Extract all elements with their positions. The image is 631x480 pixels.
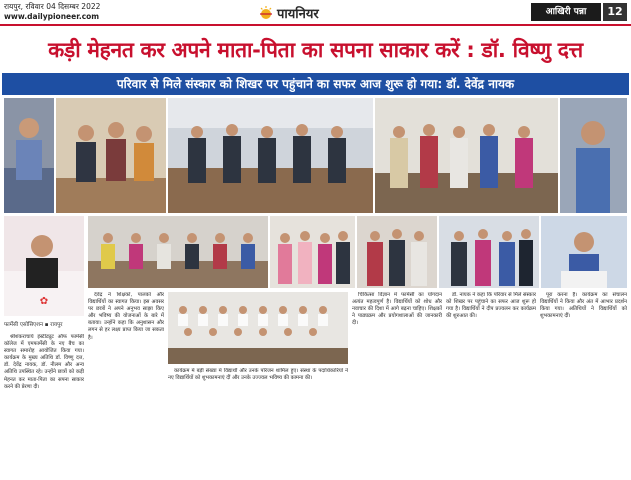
photo-women-group (270, 216, 355, 288)
photo-group-women (375, 98, 558, 213)
photo-lamp-lighting (56, 98, 166, 213)
article-col-3-text: कार्यक्रम में बड़ी संख्या में विद्यार्थी और उनके परिजन शामिल हुए। संस्था के पदाधिकारियों ने नए विद्यार्थियों को शुभकामनाएं दीं और उनके उज्ज्वल भविष्य की कामना की। (168, 368, 348, 382)
article-col-1-text: श्रीशंकराचार्य इंस्टीट्यूट ऑफ फार्मेसी कॉलेज में एमफार्मेसी के नए बैच का स्वागत समारोह आयोजित किया गया। कार्यक्रम के मुख्य अतिथि डॉ. विष्णु दत्त, डॉ. देवेंद्र नायक, डॉ. नीलम और अन्य अतिथि उपस्थित रहे। उन्होंने छात्रों को कड़ी मेहनत कर माता-पिता का सपना साकार करने की प्रेरणा दी। (4, 334, 84, 390)
article-col-4 (352, 292, 442, 478)
masthead-left (4, 2, 100, 22)
headline: कड़ी मेहनत कर अपने माता-पिता का सपना साकार करें : डॉ. विष्णु दत्त (48, 38, 583, 62)
logo-text: पायनियर (277, 7, 319, 22)
photo-award-handover (439, 216, 539, 288)
photo-felicitation (357, 216, 437, 288)
article-col-3 (168, 368, 348, 478)
article-col-6 (540, 292, 627, 478)
photo-speaker-left (4, 98, 54, 213)
article-col-2 (88, 292, 164, 478)
photo-speaker-right (560, 98, 627, 213)
article-col-6-text: पूरा करना है। कार्यक्रम का संचालन विद्यार्थियों ने किया और अंत में आभार प्रदर्शन किया गया। अतिथियों ने विद्यार्थियों को शुभकामनाएं दीं। (540, 292, 627, 320)
photo-audience-seated (168, 292, 348, 364)
photo-woman-speaker (4, 216, 84, 316)
photo-audience-standing (168, 98, 373, 213)
photo-elder-speaker (541, 216, 627, 288)
page-label: आखिरी पन्ना (531, 3, 601, 21)
masthead (0, 0, 631, 26)
svg-text:✿: ✿ (39, 296, 49, 307)
photo-seated-guests (88, 216, 268, 288)
photo-caption: फार्मेसी एसोसिएशन ▪ रायपुर (4, 322, 63, 328)
article-col-1 (4, 334, 84, 478)
article-col-5-text: डॉ. नायक ने कहा कि परिवार से मिले संस्कार को शिखर पर पहुंचाने का सफर आज शुरू हो गया है। विद्यार्थियों ने दीप प्रज्वलन कर कार्यक्रम की शुरुआत की। (446, 292, 536, 320)
dateline: रायपुर, रविवार 04 दिसम्बर 2022 (4, 2, 101, 11)
article-col-5 (446, 292, 536, 478)
newspaper-logo (258, 4, 319, 22)
subheadline: परिवार से मिले संस्कार को शिखर पर पहुंचाने का सफर आज शुरू हो गया: डॉ. देवेंद्र नायक (2, 73, 629, 95)
page-number: 12 (603, 3, 627, 21)
sun-logo-icon (258, 5, 274, 21)
site-url[interactable]: www.dailypioneer.com (4, 12, 100, 21)
article-col-2-text: देवेंद्र ने शिक्षकों, पालकों और विद्यार्थियों का स्वागत किया। इस अवसर पर छात्रों ने अपने अनुभव साझा किए और भविष्य की योजनाओं के बारे में बताया। उन्होंने कहा कि अनुशासन और लगन से हर लक्ष्य प्राप्त किया जा सकता है। (88, 292, 164, 341)
article-col-4-text: चिकित्सा विज्ञान में फार्मेसी का योगदान अत्यंत महत्वपूर्ण है। विद्यार्थियों को शोध और नवाचार की दिशा में आगे बढ़ना चाहिए। शिक्षकों ने पाठ्यक्रम और प्रयोगशालाओं की जानकारी दी। (352, 292, 442, 327)
